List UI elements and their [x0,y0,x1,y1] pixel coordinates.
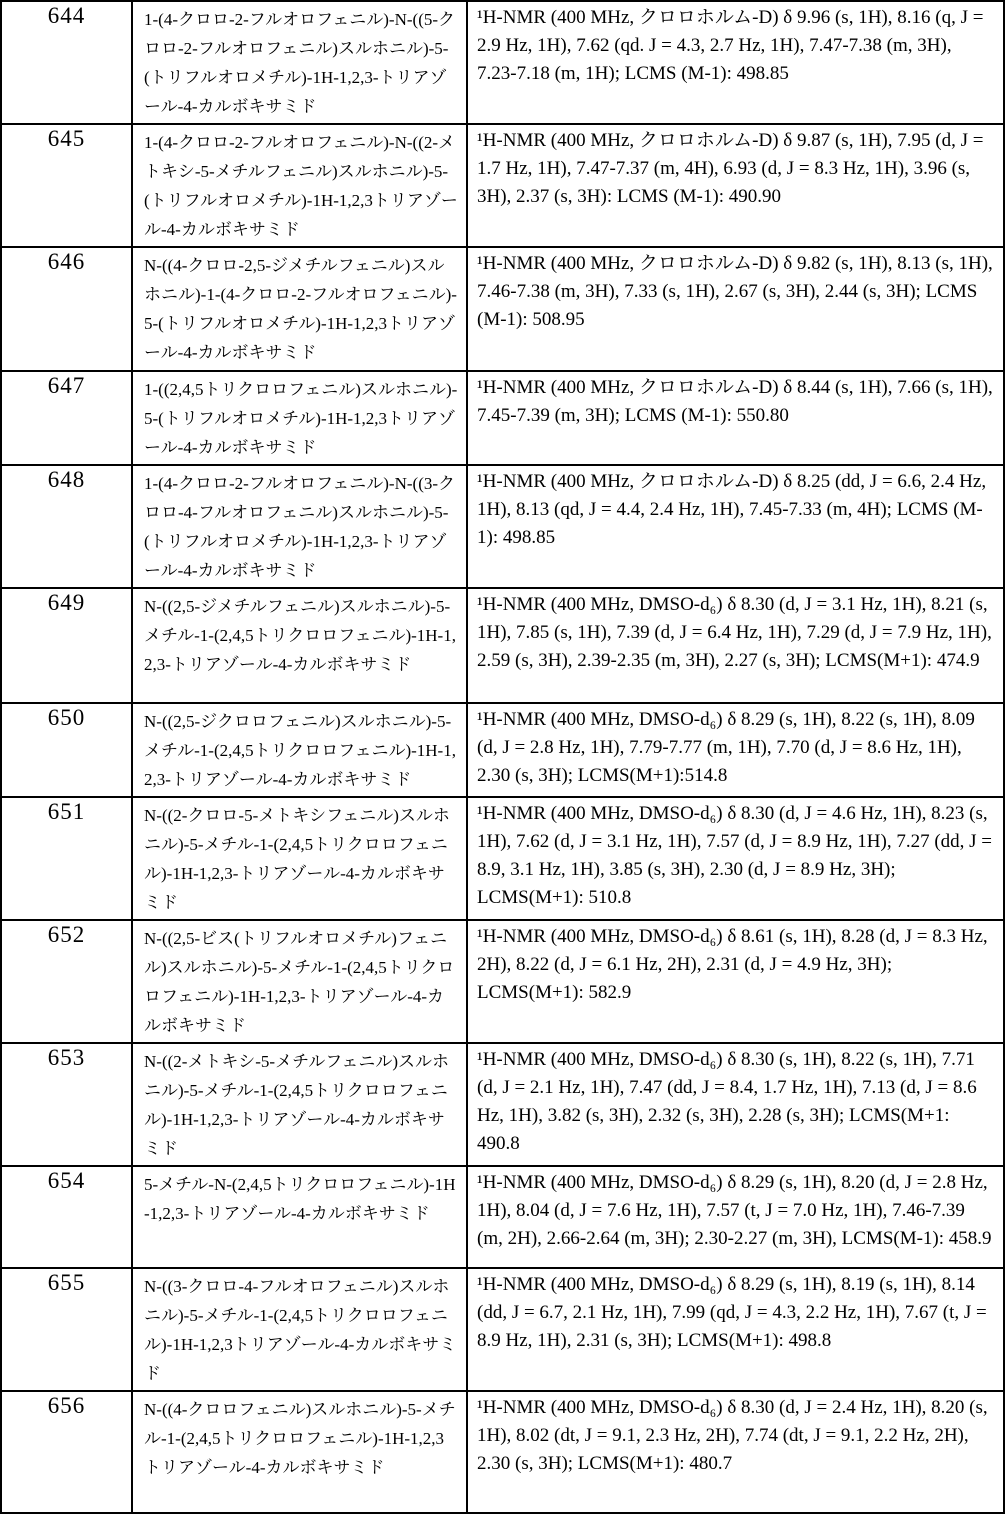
compound-nmr-cell: ¹H-NMR (400 MHz, DMSO-d₆) δ 8.30 (d, J = 4.6 Hz, 1H), 8.23 (s, 1H), 7.62 (d, J = 3.1 Hz, 1H), 7.57 (d, J = 8.9 Hz, 1H), 7.27 (dd, J = 8.9, 3.1 Hz, 1H), 3.85 (s, 3H), 2.30 (d, J = 8.9 Hz, 3H); LCMS(M+1): 510.8 [467,797,1004,920]
compound-name-cell: N-((2-クロロ-5-メトキシフェニル)スルホニル)-5-メチル-1-(2,4,5トリクロロフェニル)-1H-1,2,3-トリアゾール-4-カルボキサミド [132,797,467,920]
table-row [1,797,1004,920]
compound-nmr-cell: ¹H-NMR (400 MHz, DMSO-d₆) δ 8.29 (s, 1H), 8.19 (s, 1H), 8.14 (dd, J = 6.7, 2.1 Hz, 1H), 7.99 (qd, J = 4.3, 2.2 Hz, 1H), 7.67 (t, J = 8.9 Hz, 1H), 2.31 (s, 3H); LCMS(M+1): 498.8 [467,1268,1004,1391]
compound-nmr-cell: ¹H-NMR (400 MHz, DMSO-d₆) δ 8.29 (s, 1H), 8.22 (s, 1H), 8.09 (d, J = 2.8 Hz, 1H), 7.79-7.77 (m, 1H), 7.70 (d, J = 8.6 Hz, 1H), 2.30 (s, 3H); LCMS(M+1):514.8 [467,703,1004,797]
compound-name-cell: 1-(4-クロロ-2-フルオロフェニル)-N-((5-クロロ-2-フルオロフェニル)スルホニル)-5-(トリフルオロメチル)-1H-1,2,3-トリアゾール-4-カルボキサミド [132,1,467,124]
compound-number-cell: 656 [1,1391,132,1513]
compound-name-cell: N-((2,5-ジクロロフェニル)スルホニル)-5-メチル-1-(2,4,5トリクロロフェニル)-1H-1,2,3-トリアゾール-4-カルボキサミド [132,703,467,797]
table-row [1,920,1004,1043]
compound-number-cell: 646 [1,247,132,371]
compound-number-cell: 655 [1,1268,132,1391]
compound-name-cell: 1-((2,4,5トリクロロフェニル)スルホニル)-5-(トリフルオロメチル)-1H-1,2,3トリアゾール-4-カルボキサミド [132,371,467,465]
compound-number-cell: 648 [1,465,132,588]
compound-name-cell: N-((2-メトキシ-5-メチルフェニル)スルホニル)-5-メチル-1-(2,4,5トリクロロフェニル)-1H-1,2,3-トリアゾール-4-カルボキサミド [132,1043,467,1166]
table-row [1,588,1004,703]
table-row [1,1268,1004,1391]
compound-name-cell: N-((4-クロロフェニル)スルホニル)-5-メチル-1-(2,4,5トリクロロフェニル)-1H-1,2,3トリアゾール-4-カルボキサミド [132,1391,467,1513]
table-row [1,1391,1004,1513]
compound-number-cell: 644 [1,1,132,124]
compound-number-cell: 650 [1,703,132,797]
compound-name-cell: N-((3-クロロ-4-フルオロフェニル)スルホニル)-5-メチル-1-(2,4,5トリクロロフェニル)-1H-1,2,3トリアゾール-4-カルボキサミド [132,1268,467,1391]
compound-nmr-cell: ¹H-NMR (400 MHz, DMSO-d₆) δ 8.61 (s, 1H), 8.28 (d, J = 8.3 Hz, 2H), 8.22 (d, J = 6.1 Hz, 2H), 2.31 (d, J = 4.9 Hz, 3H); LCMS(M+1): 582.9 [467,920,1004,1043]
compound-number-cell: 654 [1,1166,132,1268]
compound-nmr-cell: ¹H-NMR (400 MHz, クロロホルム-D) δ 8.25 (dd, J = 6.6, 2.4 Hz, 1H), 8.13 (qd, J = 4.4, 2.4 Hz, 1H), 7.45-7.33 (m, 4H); LCMS (M-1): 498.85 [467,465,1004,588]
compound-name-cell: N-((2,5-ビス(トリフルオロメチル)フェニル)スルホニル)-5-メチル-1-(2,4,5トリクロロフェニル)-1H-1,2,3-トリアゾール-4-カルボキサミド [132,920,467,1043]
compound-number-cell: 647 [1,371,132,465]
compound-nmr-cell: ¹H-NMR (400 MHz, DMSO-d₆) δ 8.29 (s, 1H), 8.20 (d, J = 2.8 Hz, 1H), 8.04 (d, J = 7.6 Hz, 1H), 7.57 (t, J = 7.0 Hz, 1H), 7.46-7.39 (m, 2H), 2.66-2.64 (m, 3H); 2.30-2.27 (m, 3H), LCMS(M-1): 458.9 [467,1166,1004,1268]
compound-nmr-cell: ¹H-NMR (400 MHz, クロロホルム-D) δ 9.96 (s, 1H), 8.16 (q, J = 2.9 Hz, 1H), 7.62 (qd. J = 4.3, 2.7 Hz, 1H), 7.47-7.38 (m, 3H), 7.23-7.18 (m, 1H); LCMS (M-1): 498.85 [467,1,1004,124]
compound-name-cell: N-((4-クロロ-2,5-ジメチルフェニル)スルホニル)-1-(4-クロロ-2-フルオロフェニル)-5-(トリフルオロメチル)-1H-1,2,3トリアゾール-4-カルボキサミド [132,247,467,371]
compound-number-cell: 649 [1,588,132,703]
compound-name-cell: 1-(4-クロロ-2-フルオロフェニル)-N-((2-メトキシ-5-メチルフェニル)スルホニル)-5-(トリフルオロメチル)-1H-1,2,3トリアゾール-4-カルボキサミド [132,124,467,247]
table-row [1,124,1004,247]
table-row [1,465,1004,588]
compound-nmr-cell: ¹H-NMR (400 MHz, DMSO-d₆) δ 8.30 (d, J = 3.1 Hz, 1H), 8.21 (s, 1H), 7.85 (s, 1H), 7.39 (d, J = 6.4 Hz, 1H), 7.29 (d, J = 7.9 Hz, 1H), 2.59 (s, 3H), 2.39-2.35 (m, 3H), 2.27 (s, 3H); LCMS(M+1): 474.9 [467,588,1004,703]
table-row [1,247,1004,371]
compound-nmr-cell: ¹H-NMR (400 MHz, クロロホルム-D) δ 8.44 (s, 1H), 7.66 (s, 1H), 7.45-7.39 (m, 3H); LCMS (M-1): 550.80 [467,371,1004,465]
compound-number-cell: 645 [1,124,132,247]
table-row [1,1043,1004,1166]
compound-nmr-cell: ¹H-NMR (400 MHz, DMSO-d₆) δ 8.30 (d, J = 2.4 Hz, 1H), 8.20 (s, 1H), 8.02 (dt, J = 9.1, 2.3 Hz, 2H), 7.74 (dt, J = 9.1, 2.2 Hz, 2H), 2.30 (s, 3H); LCMS(M+1): 480.7 [467,1391,1004,1513]
table-row [1,371,1004,465]
compound-nmr-cell: ¹H-NMR (400 MHz, クロロホルム-D) δ 9.82 (s, 1H), 8.13 (s, 1H), 7.46-7.38 (m, 3H), 7.33 (s, 1H), 2.67 (s, 3H), 2.44 (s, 3H); LCMS (M-1): 508.95 [467,247,1004,371]
compound-nmr-cell: ¹H-NMR (400 MHz, クロロホルム-D) δ 9.87 (s, 1H), 7.95 (d, J = 1.7 Hz, 1H), 7.47-7.37 (m, 4H), 6.93 (d, J = 8.3 Hz, 1H), 3.96 (s, 3H), 2.37 (s, 3H): LCMS (M-1): 490.90 [467,124,1004,247]
table-row [1,703,1004,797]
compound-number-cell: 653 [1,1043,132,1166]
compound-name-cell: 5-メチル-N-(2,4,5トリクロロフェニル)-1H-1,2,3-トリアゾール-4-カルボキサミド [132,1166,467,1268]
compound-name-cell: N-((2,5-ジメチルフェニル)スルホニル)-5-メチル-1-(2,4,5トリクロロフェニル)-1H-1,2,3-トリアゾール-4-カルボキサミド [132,588,467,703]
compound-number-cell: 652 [1,920,132,1043]
compound-name-cell: 1-(4-クロロ-2-フルオロフェニル)-N-((3-クロロ-4-フルオロフェニル)スルホニル)-5-(トリフルオロメチル)-1H-1,2,3-トリアゾール-4-カルボキサミド [132,465,467,588]
table-row [1,1166,1004,1268]
table-row [1,1,1004,124]
compound-number-cell: 651 [1,797,132,920]
compound-nmr-cell: ¹H-NMR (400 MHz, DMSO-d₆) δ 8.30 (s, 1H), 8.22 (s, 1H), 7.71 (d, J = 2.1 Hz, 1H), 7.47 (dd, J = 8.4, 1.7 Hz, 1H), 7.13 (d, J = 8.6 Hz, 1H), 3.82 (s, 3H), 2.32 (s, 3H), 2.28 (s, 3H); LCMS(M+1: 490.8 [467,1043,1004,1166]
compound-table-body [1,1,1004,1513]
